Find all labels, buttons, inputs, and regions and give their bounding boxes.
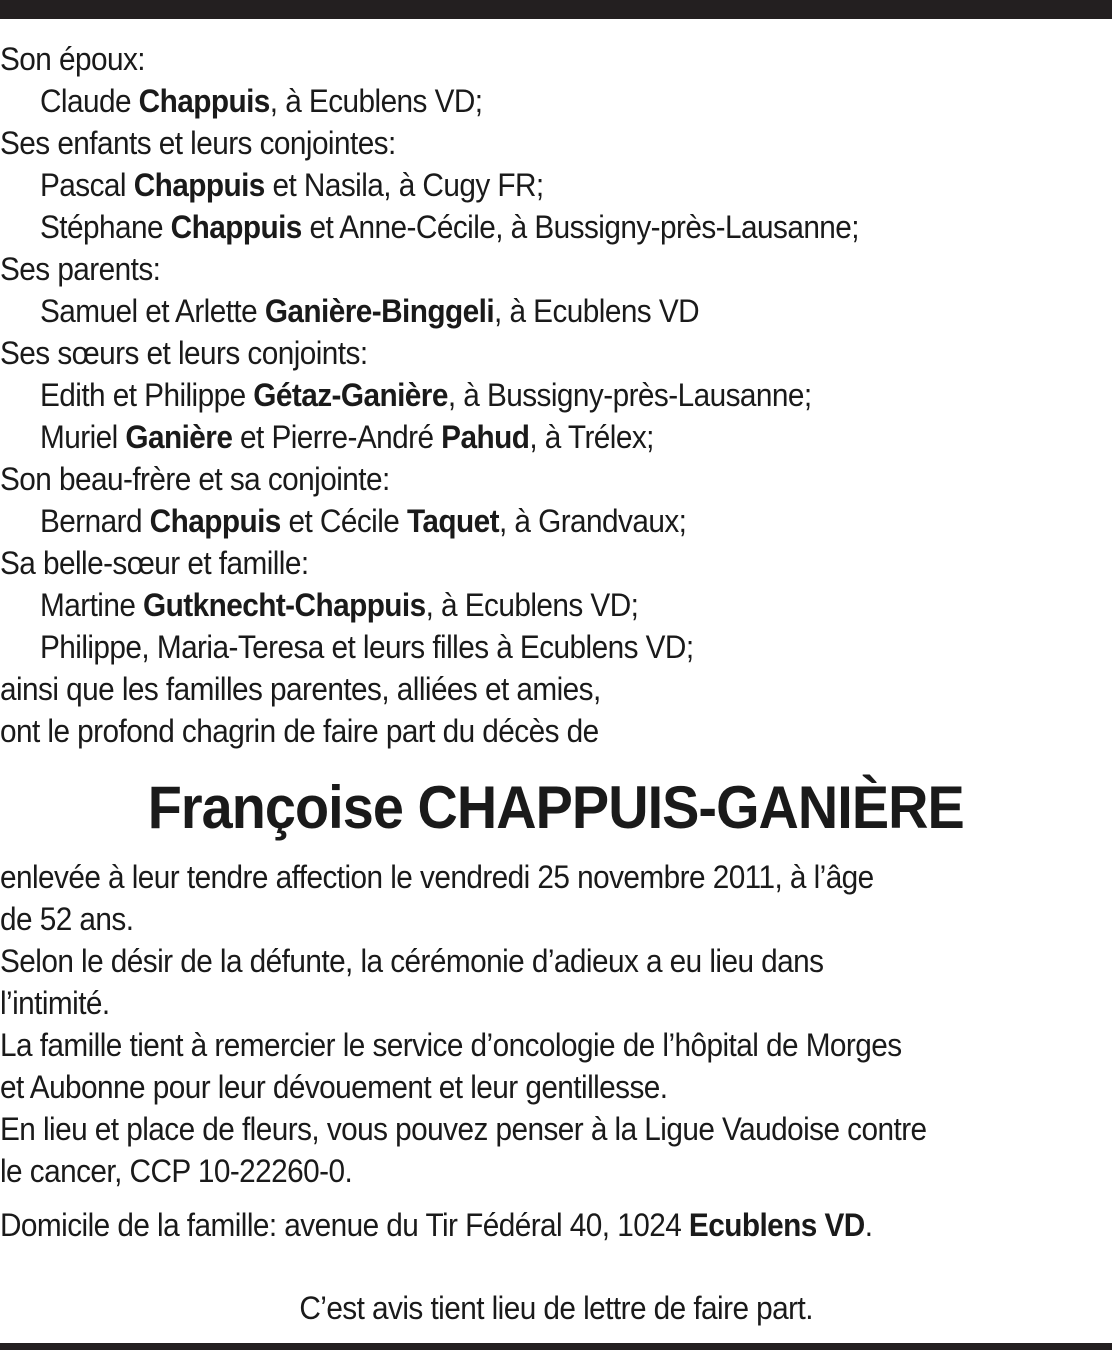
family-line xyxy=(0,626,1034,668)
surname-text: Chappuis xyxy=(170,209,302,245)
line-text: Pascal xyxy=(39,167,134,203)
line-text: Ses parents: xyxy=(0,251,161,287)
line-text: , à Trélex; xyxy=(529,419,654,455)
line-text: , à Grandvaux; xyxy=(498,503,687,539)
body-line xyxy=(0,982,1034,1024)
family-line xyxy=(0,542,1034,584)
line-text: ont le profond chagrin de faire part du décès de xyxy=(0,713,599,749)
body-line xyxy=(0,898,1034,940)
deceased-name-text: Françoise CHAPPUIS-GANIÈRE xyxy=(147,774,965,841)
line-text: et Pierre-André xyxy=(232,419,442,455)
surname-text: Chappuis xyxy=(133,167,265,203)
surname-text: Taquet xyxy=(406,503,499,539)
surname-text: Gétaz-Ganière xyxy=(253,377,448,413)
surname-text: Gutknecht-Chappuis xyxy=(143,587,426,623)
surname-text: Chappuis xyxy=(149,503,281,539)
closing-note xyxy=(0,1287,1112,1329)
line-text: . xyxy=(864,1207,873,1243)
line-text: Edith et Philippe xyxy=(39,377,254,413)
body-line xyxy=(0,1108,1034,1150)
top-rule xyxy=(0,0,1112,19)
line-text: Stéphane xyxy=(39,209,171,245)
family-line xyxy=(0,332,1034,374)
family-address xyxy=(0,1204,1112,1246)
line-text: Son époux: xyxy=(0,41,146,77)
surname-text: Ganière xyxy=(125,419,233,455)
surname-text: Ganière-Binggeli xyxy=(264,293,495,329)
domicile-line xyxy=(0,1204,1034,1246)
family-line xyxy=(0,80,1034,122)
line-text: et Nasila, à Cugy FR; xyxy=(264,167,544,203)
family-line xyxy=(0,206,1034,248)
family-line xyxy=(0,584,1034,626)
line-text: Martine xyxy=(39,587,144,623)
line-text: et Cécile xyxy=(280,503,407,539)
surname-text: Chappuis xyxy=(138,83,270,119)
line-text: Selon le désir de la défunte, la cérémonie d’adieux a eu lieu dans xyxy=(0,943,824,979)
line-text: Samuel et Arlette xyxy=(39,293,265,329)
line-text: , à Ecublens VD; xyxy=(269,83,483,119)
line-text: Bernard xyxy=(39,503,150,539)
line-text: Ses enfants et leurs conjointes: xyxy=(0,125,396,161)
bottom-rule xyxy=(0,1343,1112,1350)
line-text: La famille tient à remercier le service d’oncologie de l’hôpital de Morges xyxy=(0,1027,902,1063)
family-line xyxy=(0,458,1034,500)
family-list xyxy=(0,38,1112,752)
line-text: Sa belle-sœur et famille: xyxy=(0,545,309,581)
deceased-name xyxy=(0,770,1112,846)
line-text: Muriel xyxy=(39,419,126,455)
family-line xyxy=(0,710,1034,752)
body-line xyxy=(0,856,1034,898)
announcement-body xyxy=(0,856,1112,1192)
line-text: Philippe, Maria-Teresa et leurs filles à Ecublens VD; xyxy=(39,629,694,665)
closing-text: C’est avis tient lieu de lettre de faire part. xyxy=(299,1290,813,1326)
family-line xyxy=(0,500,1034,542)
line-text: ainsi que les familles parentes, alliées et amies, xyxy=(0,671,601,707)
surname-text: Pahud xyxy=(441,419,530,455)
line-text: , à Ecublens VD xyxy=(494,293,700,329)
line-text: et Anne-Cécile, à Bussigny-près-Lausanne; xyxy=(301,209,860,245)
family-line xyxy=(0,374,1034,416)
line-text: l’intimité. xyxy=(0,985,110,1021)
line-text: Claude xyxy=(39,83,139,119)
body-line xyxy=(0,1066,1034,1108)
family-line xyxy=(0,416,1034,458)
family-line xyxy=(0,668,1034,710)
family-line xyxy=(0,248,1034,290)
line-text: Domicile de la famille: avenue du Tir Fédéral 40, 1024 xyxy=(0,1207,689,1243)
body-line xyxy=(0,1024,1034,1066)
line-text: de 52 ans. xyxy=(0,901,134,937)
family-line xyxy=(0,164,1034,206)
line-text: , à Bussigny-près-Lausanne; xyxy=(447,377,812,413)
line-text: Ses sœurs et leurs conjoints: xyxy=(0,335,368,371)
line-text: En lieu et place de fleurs, vous pouvez penser à la Ligue Vaudoise contre xyxy=(0,1111,927,1147)
line-text: le cancer, CCP 10-22260-0. xyxy=(0,1153,353,1189)
family-line xyxy=(0,122,1034,164)
line-text: enlevée à leur tendre affection le vendredi 25 novembre 2011, à l’âge xyxy=(0,859,874,895)
surname-text: Ecublens VD xyxy=(688,1207,865,1243)
body-line xyxy=(0,1150,1034,1192)
line-text: et Aubonne pour leur dévouement et leur gentillesse. xyxy=(0,1069,668,1105)
body-line xyxy=(0,940,1034,982)
line-text: , à Ecublens VD; xyxy=(425,587,639,623)
family-line xyxy=(0,38,1034,80)
family-line xyxy=(0,290,1034,332)
line-text: Son beau-frère et sa conjointe: xyxy=(0,461,390,497)
